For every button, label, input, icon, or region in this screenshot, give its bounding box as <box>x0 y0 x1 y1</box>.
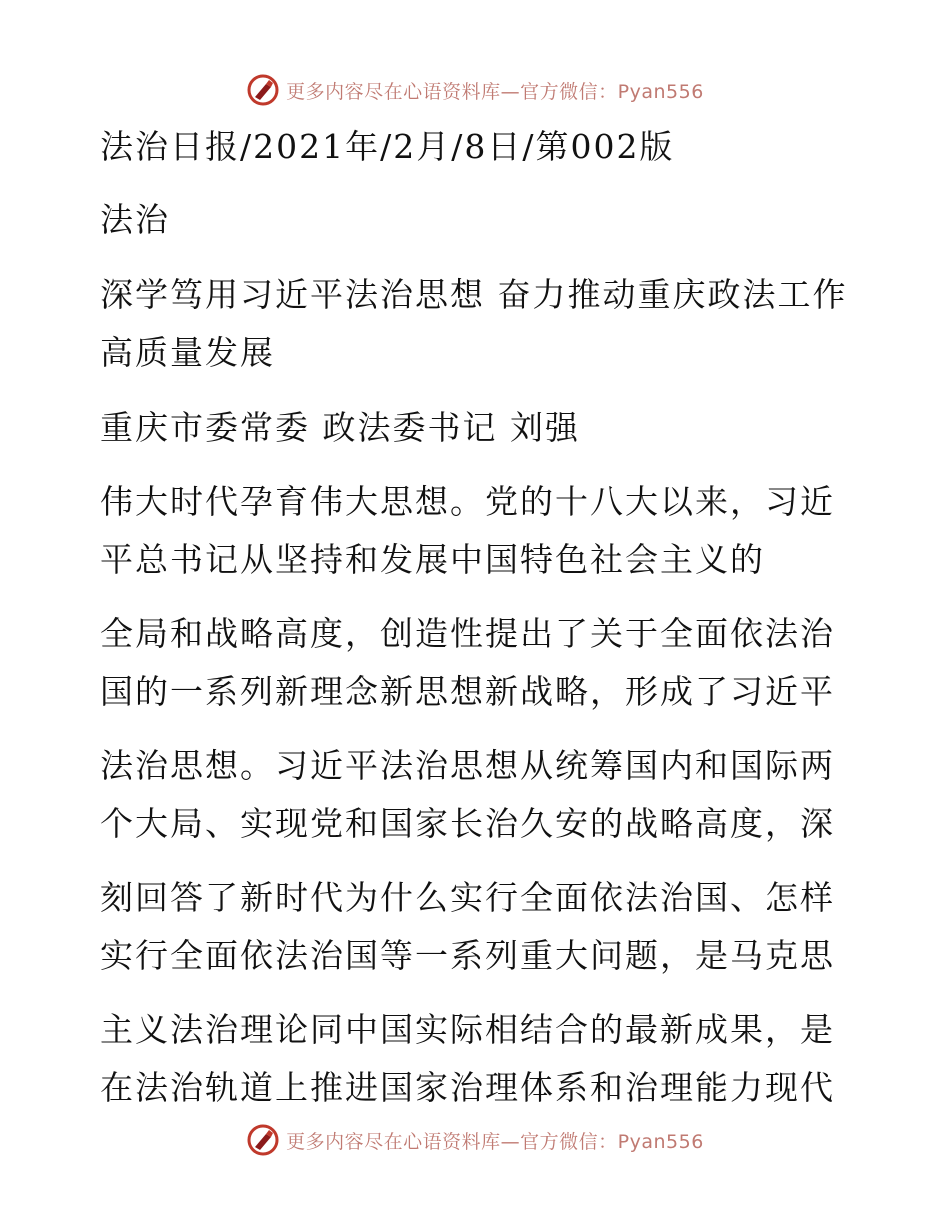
watermark-header <box>0 70 950 110</box>
author-line: 重庆市委常委 政法委书记 刘强 <box>100 408 580 447</box>
paragraph-line: 法治思想。习近平法治思想从统筹国内和国际两 <box>100 746 835 785</box>
article-title-line-2: 高质量发展 <box>100 333 275 372</box>
section-label: 法治 <box>100 200 170 239</box>
paragraph-line: 平总书记从坚持和发展中国特色社会主义的 <box>100 540 765 579</box>
paragraph-line: 全局和战略高度，创造性提出了关于全面依法治 <box>100 614 835 653</box>
paragraph-line: 在法治轨道上推进国家治理体系和治理能力现代 <box>100 1068 835 1107</box>
paragraph-line: 国的一系列新理念新思想新战略，形成了习近平 <box>100 672 835 711</box>
paragraph-line: 伟大时代孕育伟大思想。党的十八大以来，习近 <box>100 482 835 521</box>
watermark-footer <box>0 1120 950 1160</box>
paragraph-line: 刻回答了新时代为什么实行全面依法治国、怎样 <box>100 878 835 917</box>
source-line: 法治日报/2021年/2月/8日/第002版 <box>100 127 675 166</box>
watermark-text: 更多内容尽在心语资料库—官方微信：Pyan556 <box>286 1130 704 1153</box>
paragraph-line: 主义法治理论同中国实际相结合的最新成果，是 <box>100 1010 835 1049</box>
article-title-line-1: 深学笃用习近平法治思想 奋力推动重庆政法工作 <box>100 275 848 314</box>
brand-logo-icon <box>246 1123 280 1157</box>
paragraph-line: 个大局、实现党和国家长治久安的战略高度，深 <box>100 804 835 843</box>
paragraph-line: 实行全面依法治国等一系列重大问题，是马克思 <box>100 936 835 975</box>
brand-logo-icon <box>246 73 280 107</box>
watermark-text: 更多内容尽在心语资料库—官方微信：Pyan556 <box>286 80 704 103</box>
